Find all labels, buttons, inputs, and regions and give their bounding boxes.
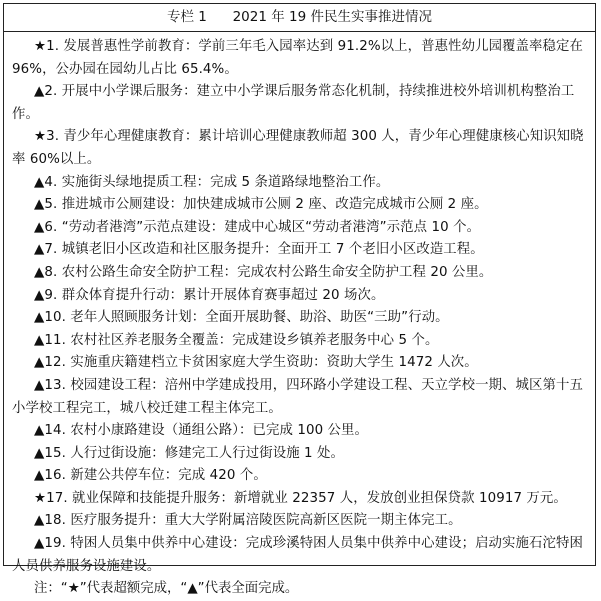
list-item: ▲7. 城镇老旧小区改造和社区服务提升：全面开工 7 个老旧小区改造工程。 (34, 242, 484, 258)
table-box (3, 3, 596, 597)
list-item: ▲13. 校园建设工程：涪州中学建成投用，四环路小学建设工程、天立学校一期、城区第十五小学校工程完工，城八校迁建工程主体完工。 (12, 377, 583, 416)
table-content (4, 32, 595, 601)
list-item: ★1. 发展普惠性学前教育：学前三年毛入园率达到 91.2%以上，普惠性幼儿园覆盖率稳定在 96%，公办园在园幼儿占比 65.4%。 (12, 39, 584, 77)
list-item: ▲12. 实施重庆籍建档立卡贫困家庭大学生资助：资助大学生 1472 人次。 (34, 355, 478, 371)
list-item: ▲5. 推进城市公厕建设：加快建成城市公厕 2 座、改造完成城市公厕 2 座。 (34, 197, 488, 213)
list-item: ▲9. 群众体育提升行动：累计开展体育赛事超过 20 场次。 (34, 287, 385, 303)
table-title: 专栏 1 2021 年 19 件民生实事推进情况 (4, 4, 595, 32)
legend-note: 注：“★”代表超额完成，“▲”代表全面完成。 (34, 581, 299, 597)
list-item: ▲6. “劳动者港湾”示范点建设：建成中心城区“劳动者港湾”示范点 10 个。 (34, 219, 481, 235)
list-item: ▲19. 特困人员集中供养中心建设：完成珍溪特困人员集中供养中心建设；启动实施石沱特困人员供养服务设施建设。 (12, 536, 583, 574)
list-item: ★3. 青少年心理健康教育：累计培训心理健康教师超 300 人，青少年心理健康核心知识知晓率 60%以上。 (12, 129, 584, 167)
list-item: ▲15. 人行过街设施：修建完工人行过街设施 1 处。 (34, 445, 345, 461)
list-item: ▲16. 新建公共停车位：完成 420 个。 (34, 468, 267, 484)
list-item: ▲10. 老年人照顾服务计划：全面开展助餐、助浴、助医“三助”行动。 (34, 310, 449, 326)
list-item: ★17. 就业保障和技能提升服务：新增就业 22357 人，发放创业担保贷款 10917 万元。 (34, 490, 567, 506)
list-item: ▲11. 农村社区养老服务全覆盖：完成建设乡镇养老服务中心 5 个。 (34, 332, 439, 348)
list-item: ▲8. 农村公路生命安全防护工程：完成农村公路生命安全防护工程 20 公里。 (34, 264, 493, 280)
list-item: ▲14. 农村小康路建设（通组公路）：已完成 100 公里。 (34, 423, 369, 439)
list-item: ▲18. 医疗服务提升：重大大学附属涪陵医院高新区医院一期主体完工。 (34, 513, 462, 529)
list-item: ▲4. 实施街头绿地提质工程：完成 5 条道路绿地整治工作。 (34, 174, 390, 190)
list-item: ▲2. 开展中小学课后服务：建立中小学课后服务常态化机制，持续推进校外培训机构整治工作。 (12, 84, 575, 122)
